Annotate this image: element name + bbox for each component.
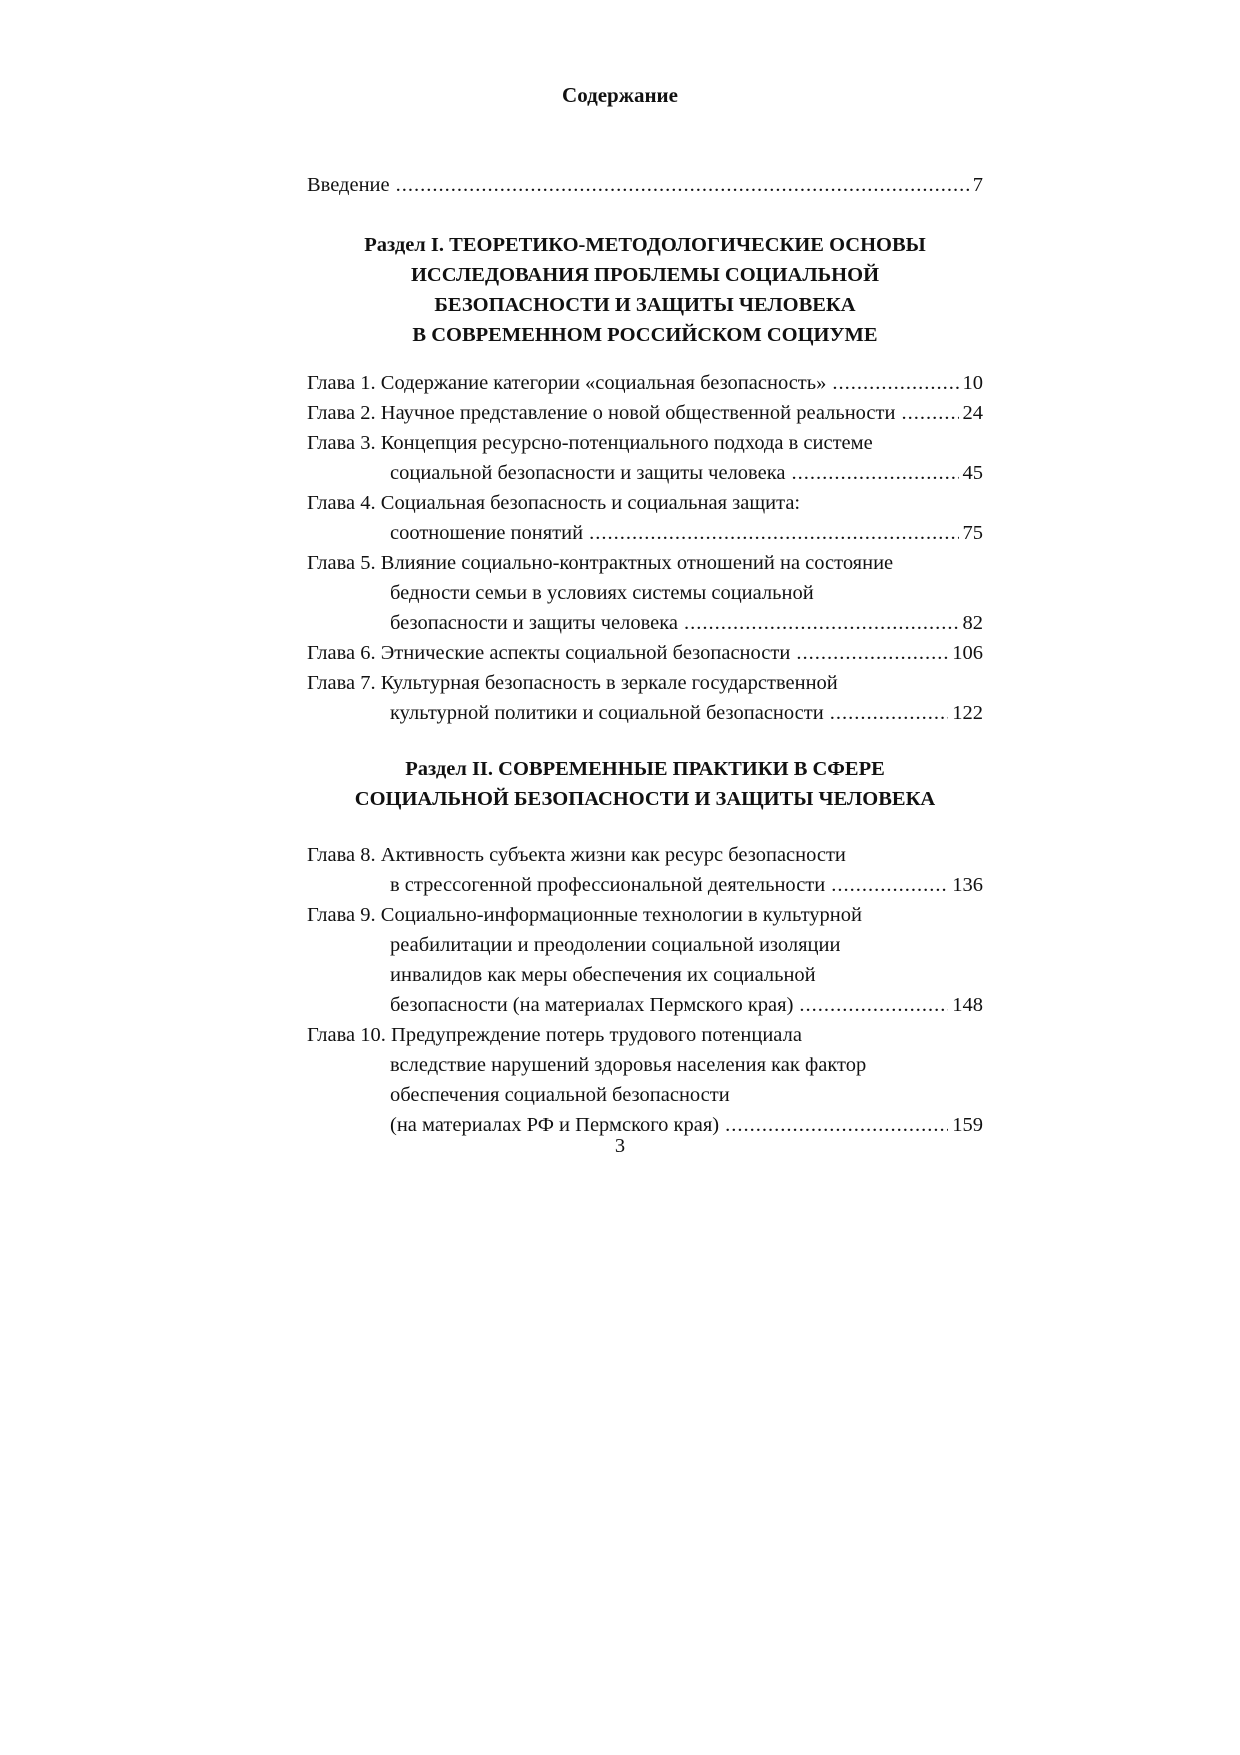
dot-leader — [796, 638, 948, 668]
toc-page-number: 7 — [972, 174, 983, 196]
page-title: Содержание — [562, 83, 678, 107]
dot-leader — [589, 518, 958, 548]
toc-entry-chapter-9[interactable] — [307, 900, 983, 930]
section-heading-line: СОЦИАЛЬНОЙ БЕЗОПАСНОСТИ И ЗАЩИТЫ ЧЕЛОВЕКА — [354, 788, 936, 810]
dot-leader — [901, 398, 958, 428]
toc-entry-text: в стрессогенной профессиональной деятельности — [390, 874, 826, 896]
toc-entry-chapter-8[interactable] — [307, 840, 983, 870]
toc-entry-text: культурной политики и социальной безопасности — [390, 702, 824, 724]
dot-leader — [832, 368, 958, 398]
toc-entry-chapter-4-cont[interactable] — [307, 518, 983, 548]
toc-entry-chapter-9-cont[interactable] — [307, 960, 983, 990]
toc-entry-chapter-8-cont[interactable] — [307, 870, 983, 900]
dot-leader — [791, 458, 958, 488]
toc-page-number: 148 — [952, 994, 983, 1016]
toc-entry-chapter-9-cont[interactable] — [307, 930, 983, 960]
toc-entry-text: реабилитации и преодолении социальной изоляции — [390, 934, 841, 956]
toc-entry-chapter-9-cont[interactable] — [307, 990, 983, 1020]
toc-entry-chapter-3-cont[interactable] — [307, 458, 983, 488]
toc-entry-chapter-5[interactable] — [307, 548, 983, 578]
toc-page-number: 82 — [962, 612, 983, 634]
toc-page-number: 10 — [962, 372, 983, 394]
dot-leader — [396, 170, 969, 200]
toc-entry-chapter-7-cont[interactable] — [307, 698, 983, 728]
toc-entry-text: Глава 2. Научное представление о новой общественной реальности — [307, 402, 896, 424]
section-heading-2 — [297, 754, 993, 814]
dot-leader — [799, 990, 948, 1020]
toc-entry-text: безопасности и защиты человека — [390, 612, 678, 634]
toc-entry-chapter-10[interactable] — [307, 1020, 983, 1050]
toc-entry-text: безопасности (на материалах Пермского края) — [390, 994, 794, 1016]
toc-entry-text: Введение — [307, 174, 390, 196]
dot-leader — [831, 870, 948, 900]
page-number: 3 — [614, 1135, 626, 1157]
toc-entry-intro[interactable] — [307, 170, 983, 200]
toc-page-number: 159 — [952, 1114, 983, 1136]
section-2-chapter-list — [307, 840, 983, 1140]
dot-leader — [684, 608, 959, 638]
toc-entry-text: Глава 1. Содержание категории «социальная безопасность» — [307, 372, 827, 394]
toc-entry-text: социальной безопасности и защиты человека — [390, 462, 786, 484]
section-heading-line: БЕЗОПАСНОСТИ И ЗАЩИТЫ ЧЕЛОВЕКА — [434, 294, 856, 316]
toc-entry-text: вследствие нарушений здоровья населения как фактор — [390, 1054, 867, 1076]
toc-page-number: 75 — [962, 522, 983, 544]
toc-entry-text: обеспечения социальной безопасности — [390, 1084, 730, 1106]
toc-entry-text: Глава 8. Активность субъекта жизни как ресурс безопасности — [307, 844, 846, 866]
section-heading-line: В СОВРЕМЕННОМ РОССИЙСКОМ СОЦИУМЕ — [412, 324, 878, 346]
section-heading-line: ИССЛЕДОВАНИЯ ПРОБЛЕМЫ СОЦИАЛЬНОЙ — [410, 264, 880, 286]
toc-entry-chapter-10-cont[interactable] — [307, 1050, 983, 1080]
toc-page-number: 136 — [952, 874, 983, 896]
toc-entry-chapter-5-cont[interactable] — [307, 608, 983, 638]
toc-entry-chapter-6[interactable] — [307, 638, 983, 668]
toc-entry-chapter-10-cont[interactable] — [307, 1080, 983, 1110]
toc-entry-text: Глава 7. Культурная безопасность в зеркале государственной — [307, 672, 838, 694]
toc-entry-text: соотношение понятий — [390, 522, 584, 544]
toc-page-number: 45 — [962, 462, 983, 484]
toc-entry-chapter-4[interactable] — [307, 488, 983, 518]
section-heading-line: Раздел II. СОВРЕМЕННЫЕ ПРАКТИКИ В СФЕРЕ — [405, 758, 885, 780]
toc-entry-chapter-5-cont[interactable] — [307, 578, 983, 608]
section-heading-1 — [297, 230, 993, 350]
section-heading-line: Раздел I. ТЕОРЕТИКО-МЕТОДОЛОГИЧЕСКИЕ ОСНОВЫ — [364, 234, 926, 256]
toc-entry-chapter-7[interactable] — [307, 668, 983, 698]
toc-entry-text: Глава 3. Концепция ресурсно-потенциального подхода в системе — [307, 432, 873, 454]
toc-page-number: 106 — [952, 642, 983, 664]
toc-entry-text: Глава 5. Влияние социально-контрактных отношений на состояние — [307, 552, 894, 574]
toc-entry-text: Глава 4. Социальная безопасность и социальная защита: — [307, 492, 801, 514]
toc-entry-text: инвалидов как меры обеспечения их социальной — [390, 964, 816, 986]
toc-page-number: 24 — [962, 402, 983, 424]
toc-page-number: 122 — [952, 702, 983, 724]
section-1-chapter-list — [307, 368, 983, 728]
toc-entry-text: (на материалах РФ и Пермского края) — [390, 1114, 720, 1136]
toc-entry-text: Глава 10. Предупреждение потерь трудового потенциала — [307, 1024, 802, 1046]
toc-entry-chapter-1[interactable] — [307, 368, 983, 398]
toc-entry-chapter-2[interactable] — [307, 398, 983, 428]
toc-entry-text: бедности семьи в условиях системы социальной — [390, 582, 814, 604]
toc-entry-text: Глава 9. Социально-информационные технологии в культурной — [307, 904, 862, 926]
toc-entry-chapter-3[interactable] — [307, 428, 983, 458]
table-of-contents — [307, 170, 983, 1140]
toc-entry-text: Глава 6. Этнические аспекты социальной безопасности — [307, 642, 791, 664]
dot-leader — [830, 698, 949, 728]
